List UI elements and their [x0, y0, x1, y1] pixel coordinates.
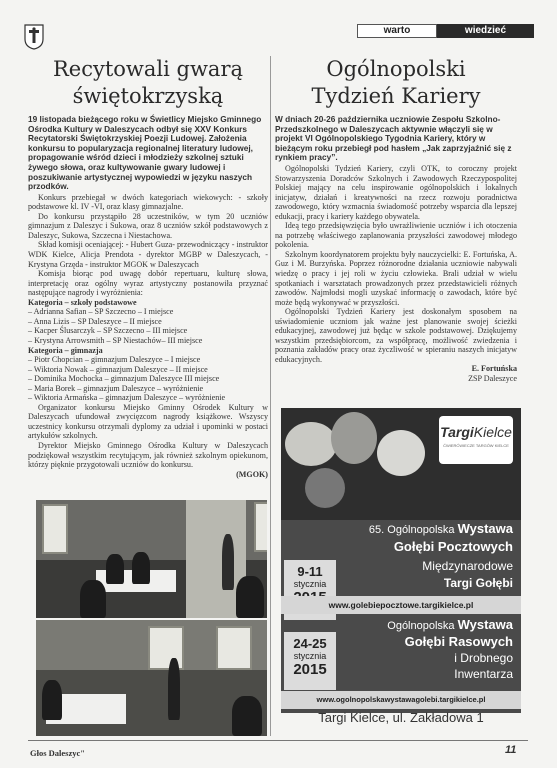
ad-headline-1: 65. Ogólnopolska Wystawa	[368, 521, 513, 536]
list-item: – Dominika Mochocka – gimnazjum Daleszyce III miejsce	[28, 374, 220, 384]
pigeon-shape	[285, 422, 337, 466]
author-signature: (MGOK)	[236, 469, 268, 479]
photo-person	[232, 696, 262, 736]
list-item: – Piotr Chopcian – gimnazjum Daleszyce – I miejsce	[28, 355, 201, 365]
logo-text-kielce: Kielce	[473, 424, 512, 440]
logo-text-targi: Targi	[440, 424, 474, 440]
photo-window	[254, 502, 267, 552]
logo-subtitle: ĆWIERĆWIECZE TARGÓW KIELCE	[443, 443, 509, 448]
author-affiliation: ZSP Daleszyce	[468, 374, 517, 383]
paragraph: Organizator konkursu Miejsko Gminny Ośrodek Kultury w Daleszycach ufundował zwycięzcom nagrody książkowe. Wszyscy uczestnicy konkursu otrzymali dyplomy za udział i upominki w postaci artykułów szkolnych.	[28, 402, 268, 441]
advertisement-targi-kielce	[281, 408, 521, 713]
article-tydzien-kariery	[275, 56, 517, 384]
photo-person	[168, 658, 180, 720]
photo-window	[216, 626, 252, 670]
article-body	[275, 164, 517, 384]
ad-headline-7: i Drobnego	[454, 651, 513, 665]
ad-link-1[interactable]: www.golebiepocztowe.targikielce.pl	[281, 596, 521, 614]
paragraph: Szkolnym koordynatorem projektu były nauczycielki: E. Fortuńska, A. Guz i M. Burzyńska. Poprzez różnorodne działania uczniowie nabywali wiedzę o pracy i jej roli w życiu człowieka. Brali udział w wielu spotkaniach i warsztatach prowadzonych przez przedstawicieli różnych zawodów. Najmłodsi mogli uzyskać informację o zawodach, które być może będą wykonywać w przyszłości.	[275, 249, 517, 307]
event-photo-1	[36, 500, 267, 618]
article-title: Recytowali gwarą świętokrzyską	[52, 57, 244, 108]
ad-headline-8: Inwentarza	[454, 667, 513, 681]
photo-person	[106, 554, 124, 584]
photo-person	[236, 576, 264, 618]
coat-of-arms-icon	[24, 24, 44, 50]
article-lead: 19 listopada bieżącego roku w Świetlicy Miejsko Gminnego Ośrodka Kultury w Daleszycach odbył się XXV Konkurs Recytatorski Świętokrzyskiej Poezji Ludowej. Założenia konkursu to popularyzacja regionalnej literatury ludowej, propagowanie wśród dzieci i młodzieży szkolnej sztuki żywego słowa, oraz kultywowanie gwary ludowej i poszukiwanie artystycznej wypowiedzi w języku naszych przodków.	[28, 114, 262, 192]
photo-person	[222, 534, 234, 590]
list-item: – Wiktoria Armańska – gimnazjum Daleszyce – wyróżnienie	[28, 393, 226, 403]
column-divider	[270, 56, 271, 736]
photo-window	[42, 504, 68, 554]
pigeon-shape	[377, 430, 425, 476]
pigeon-shape	[305, 468, 345, 508]
paragraph: Komisja biorąc pod uwagę dobór repertuaru, kulturę słowa, interpretację oraz ogólny wyraz artystyczny postanowiła przyznać następujące nagrody i wyróżnienia:	[28, 269, 268, 298]
category-heading: Kategoria – szkoły podstawowe	[28, 297, 137, 307]
list-item: – Krystyna Arrowsmith – SP Niestachów– III miejsce	[28, 335, 203, 345]
targi-kielce-logo	[439, 416, 513, 464]
header-tab-warto: warto	[357, 24, 437, 38]
article-recytowali	[28, 56, 268, 479]
ad-headline-6: Gołębi Rasowych	[404, 634, 513, 649]
list-item: – Adrianna Safian – SP Szczecno – I miejsce	[28, 307, 174, 317]
list-item: – Anna Lizis – SP Daleszyce – II miejsce	[28, 316, 162, 326]
paragraph: Skład komisji oceniającej: - Hubert Guza- przewodniczący - instruktor WDK Kielce, Alicja Prendota - dyrektor MGBP w Daleszycach, - Krystyna Grzęda - instruktor MGOK w Daleszycach	[28, 240, 268, 269]
paragraph: Do konkursu przystąpiło 28 uczestników, w tym 20 uczniów gimnazjum z Daleszyc i Sukowa, oraz 8 uczniów szkół podstawowych z Daleszyc, Sukowa, Szczecna i Niestachowa.	[28, 211, 268, 240]
pigeon-shape	[331, 412, 377, 464]
category-heading: Kategoria – gimnazja	[28, 345, 103, 355]
paragraph: Ideą tego przedsięwzięcia było uwrażliwienie uczniów i ich otoczenia na potrzebę właściwego zaplanowania przyszłości zawodowej młodego pokolenia.	[275, 221, 517, 250]
article-title: Ogólnopolski Tydzień Kariery	[311, 57, 481, 108]
ad-date-1: 9-11 stycznia	[284, 560, 336, 620]
article-lead: W dniach 20-26 października uczniowie Zespołu Szkolno-Przedszkolnego w Daleszycach aktywnie włączyli się w projekt VI Ogólnopolskiego Tygodnia Kariery, który w bieżącym roku przebiegł pod hasłem „Jak zaprzyjaźnić się z rynkiem pracy”.	[275, 114, 512, 163]
ad-address: Targi Kielce, ul. Zakładowa 1	[318, 710, 484, 725]
photo-person	[80, 580, 106, 618]
author-signature: E. Fortuńska	[471, 364, 517, 374]
paragraph: Konkurs przebiegał w dwóch kategoriach wiekowych: - szkoły podstawowe kl. IV -VI, oraz klasy gimnazjalne.	[28, 192, 268, 212]
photo-person	[132, 552, 150, 584]
event-photo-2	[36, 620, 267, 736]
list-item: – Kacper Ślusarczyk – SP Szczecno – III miejsce	[28, 326, 188, 336]
photo-window	[148, 626, 184, 670]
section-header	[357, 24, 534, 38]
publication-name: Głos Daleszyc"	[30, 748, 86, 758]
ad-headline-3: Międzynarodowe	[422, 559, 513, 573]
paragraph: Dyrektor Miejsko Gminnego Ośrodka Kultury w Daleszycach podziękował wszystkim recytującym, jak również szkolnym opiekunom, którzy pięknie przygotowali uczniów do konkursu.	[28, 440, 268, 470]
ad-date-2: 24-25 stycznia 2015	[284, 632, 336, 690]
list-item: – Wiktoria Nowak – gimnazjum Daleszyce – II miejsce	[28, 364, 208, 374]
article-body	[28, 193, 268, 479]
list-item: – Maria Borek – gimnazjum Daleszyce – wyróżnienie	[28, 383, 204, 393]
ad-headline-5: Ogólnopolska Wystawa	[387, 617, 513, 632]
photo-person	[42, 680, 62, 720]
footer-divider	[28, 740, 528, 741]
page-number: 11	[505, 744, 517, 756]
header-tab-wiedziec: wiedzieć	[437, 24, 534, 38]
paragraph: Ogólnopolski Tydzień Kariery jest doskonałym sposobem na uświadomienie uczniom jak ważne jest planowanie swojej ścieżki edukacyjnej, zawodowej już będąc w szkole podstawowej. Dziękujemy wszystkim przedsiębiorcom, za współpracę, możliwość zwiedzenia i poznania zakładów pracy oraz życzliwość w spieraniu naszych inicjatyw edukacyjnych.	[275, 307, 517, 364]
ad-headline-2: Gołębi Pocztowych	[393, 539, 513, 554]
ad-headline-4: Targi Gołębi	[443, 576, 513, 590]
paragraph: Ogólnopolski Tydzień Kariery, czyli OTK, to coroczny projekt Stowarzyszenia Doradców Szkolnych i Zawodowych Rzeczypospolitej Polskiej mający na celu inspirowanie ogólnopolskich i lokalnych inicjatyw, działań i kreatywności na rzecz rozwoju poradnictwa zawodowego, który wzmacnia świadomość potrzeby wsparcia dla lepszej edukacji, pracy i kariery każdego obywatela.	[275, 163, 517, 221]
ad-link-2[interactable]: www.ogolnopolskawystawagolebi.targikielce.pl	[281, 691, 521, 709]
